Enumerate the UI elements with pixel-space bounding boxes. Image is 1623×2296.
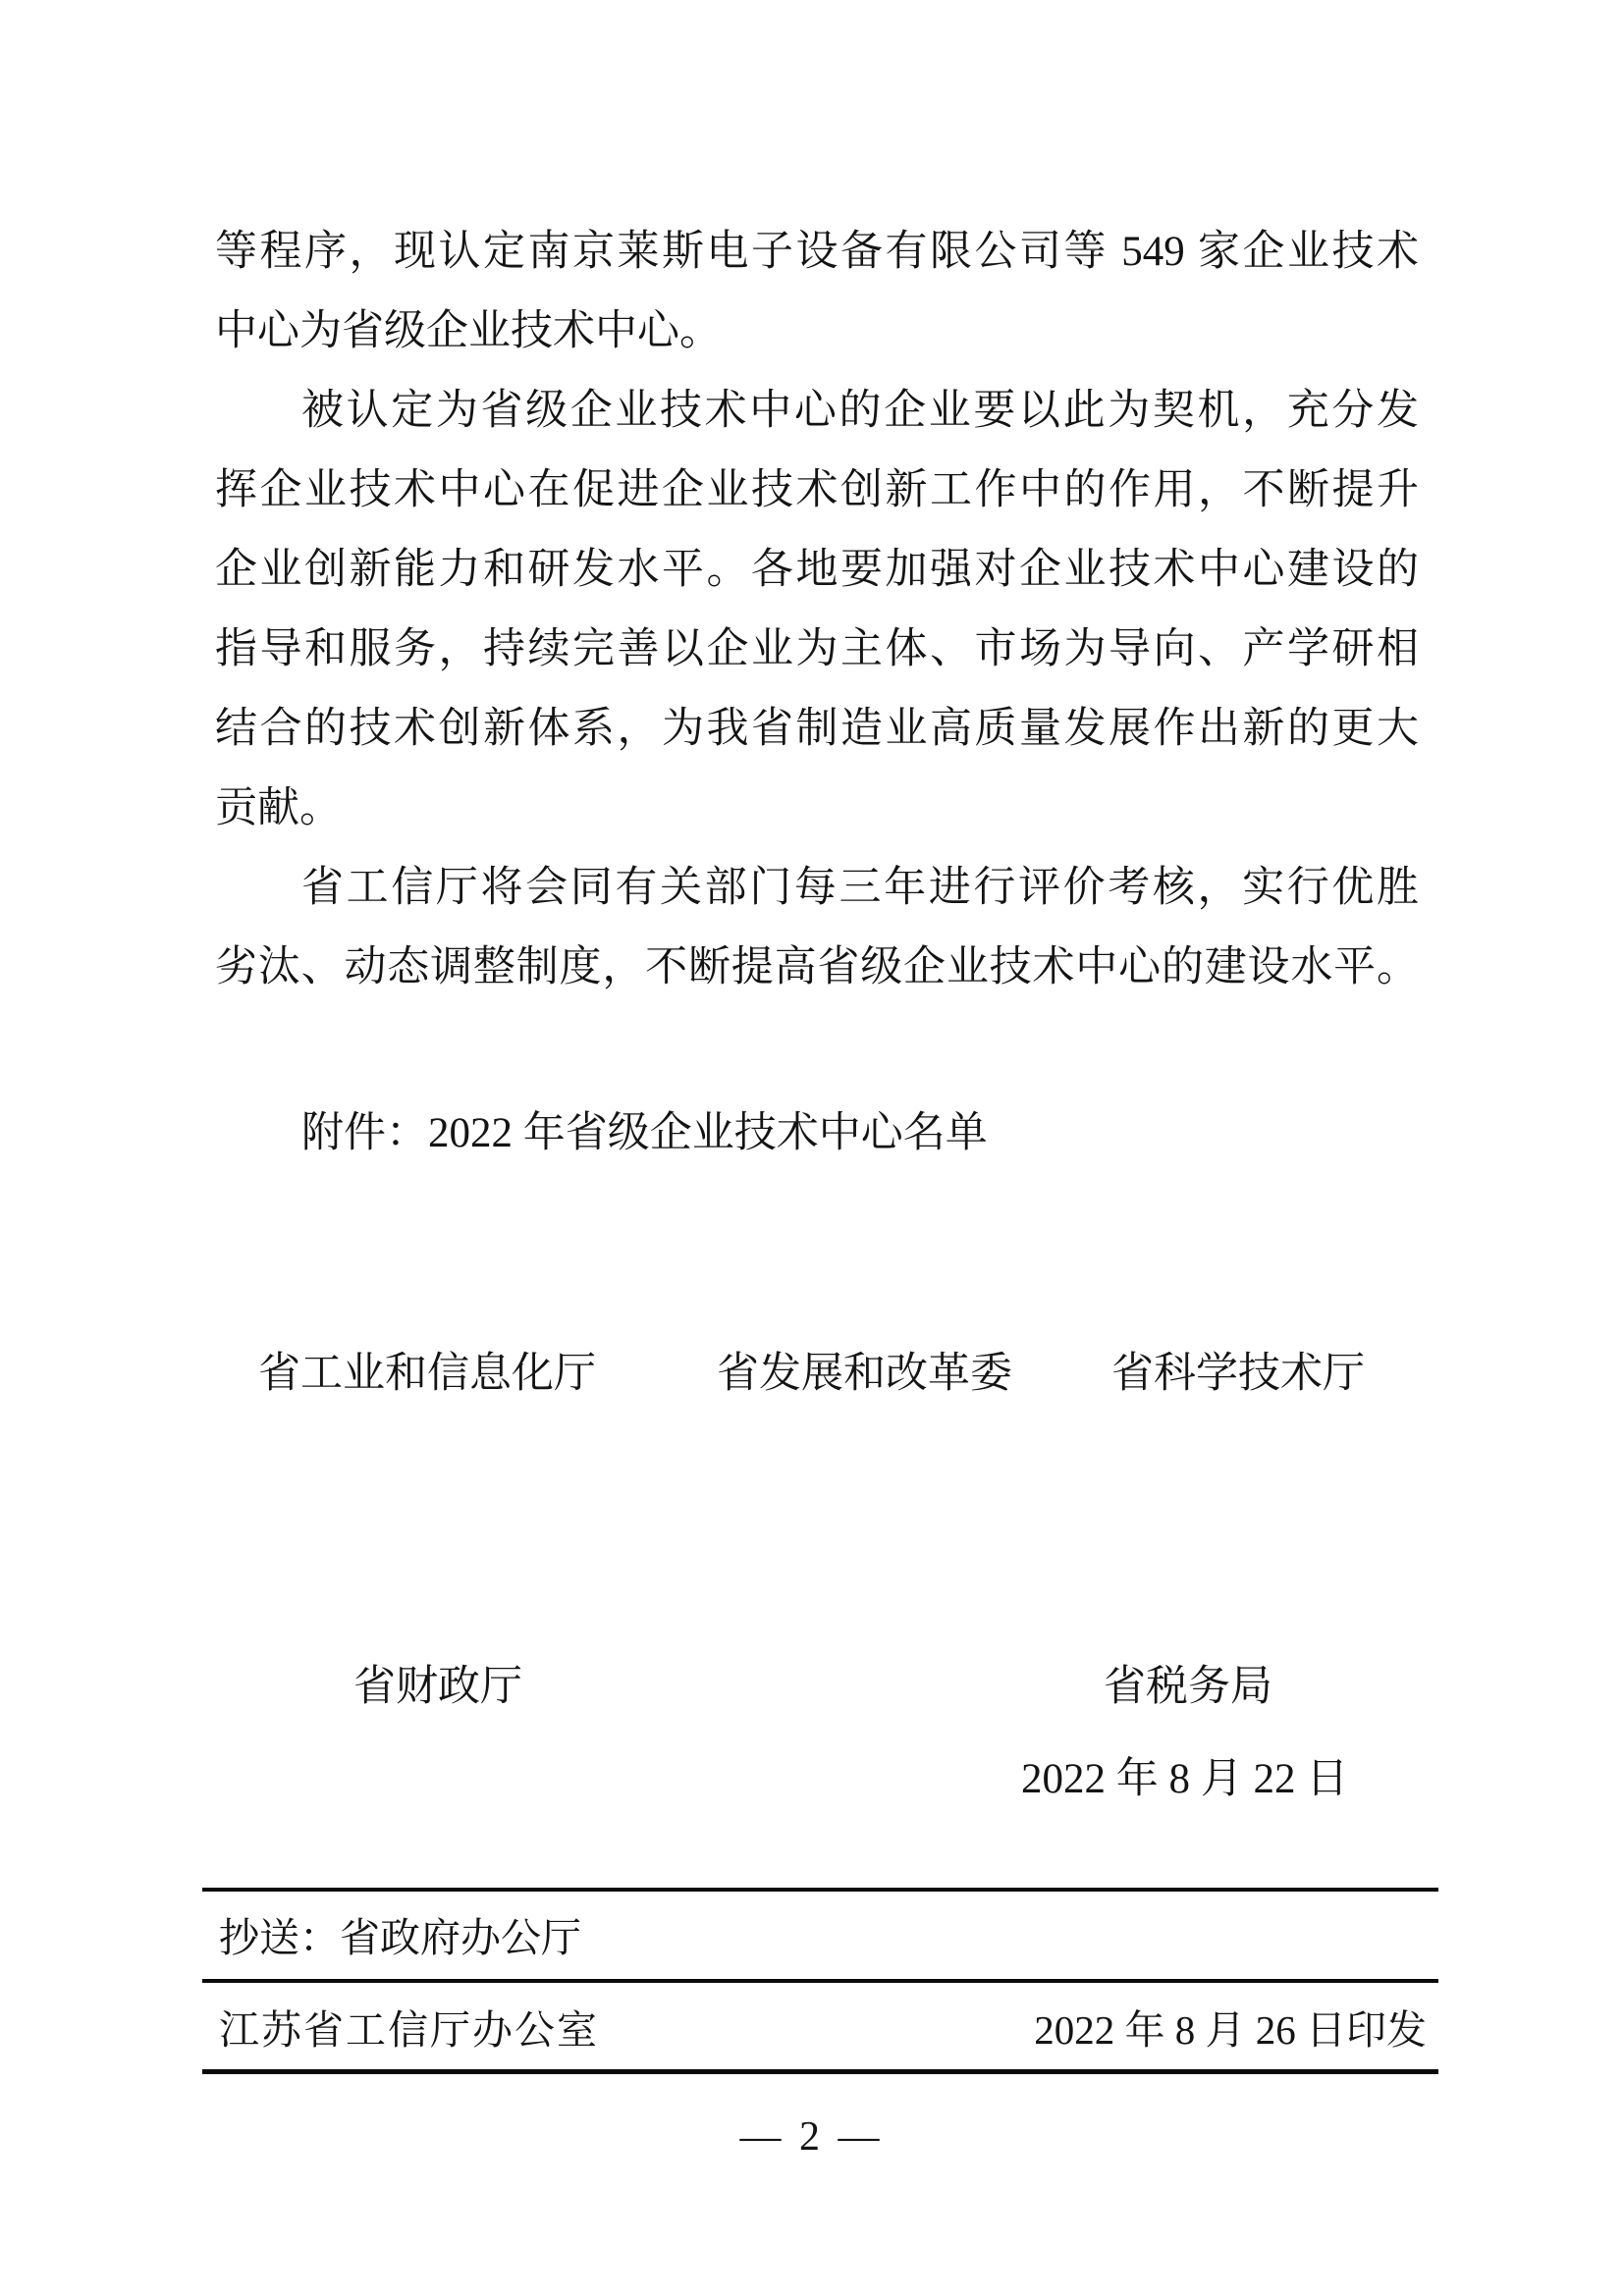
body-line: 挥企业技术中心在促进企业技术创新工作中的作用，不断提升 xyxy=(215,467,1419,513)
print-date: 2022 年 8 月 26 日印发 xyxy=(1034,2007,1427,2053)
body-line: 被认定为省级企业技术中心的企业要以此为契机，充分发 xyxy=(301,388,1419,434)
body-line: 中心为省级企业技术中心。 xyxy=(215,308,722,354)
body-line: 指导和服务，持续完善以企业为主体、市场为导向、产学研相 xyxy=(215,626,1419,672)
body-line: 企业创新能力和研发水平。各地要加强对企业技术中心建设的 xyxy=(215,547,1419,593)
document-body xyxy=(215,212,1419,1007)
page-number: — 2 — xyxy=(739,2114,884,2160)
copy-to-line: 抄送：省政府办公厅 xyxy=(219,1915,581,1960)
footer-divider-bottom xyxy=(202,2069,1438,2074)
signer-industry-and-it-dept: 省工业和信息化厅 xyxy=(258,1351,596,1397)
body-line: 劣汰、动态调整制度，不断提高省级企业技术中心的建设水平。 xyxy=(215,944,1419,990)
signer-finance-dept: 省财政厅 xyxy=(353,1664,522,1710)
signer-science-technology-dept: 省科学技术厅 xyxy=(1111,1351,1365,1397)
issuer-row xyxy=(219,2004,1427,2056)
body-line: 贡献。 xyxy=(215,785,342,831)
body-line: 等程序，现认定南京莱斯电子设备有限公司等 549 家企业技术 xyxy=(215,229,1419,275)
signer-development-reform-commission: 省发展和改革委 xyxy=(717,1351,1012,1397)
body-line: 结合的技术创新体系，为我省制造业高质量发展作出新的更大 xyxy=(215,706,1419,752)
footer-divider-top xyxy=(202,1888,1438,1892)
issuing-office: 江苏省工信厅办公室 xyxy=(219,2007,599,2053)
signer-tax-bureau: 省税务局 xyxy=(1104,1664,1272,1710)
sign-date: 2022 年 8 月 22 日 xyxy=(1021,1756,1349,1802)
footer-divider-middle xyxy=(202,1979,1438,1983)
body-line: 省工信厅将会同有关部门每三年进行评价考核，实行优胜 xyxy=(301,865,1419,911)
attachment-line: 附件：2022 年省级企业技术中心名单 xyxy=(301,1110,988,1156)
